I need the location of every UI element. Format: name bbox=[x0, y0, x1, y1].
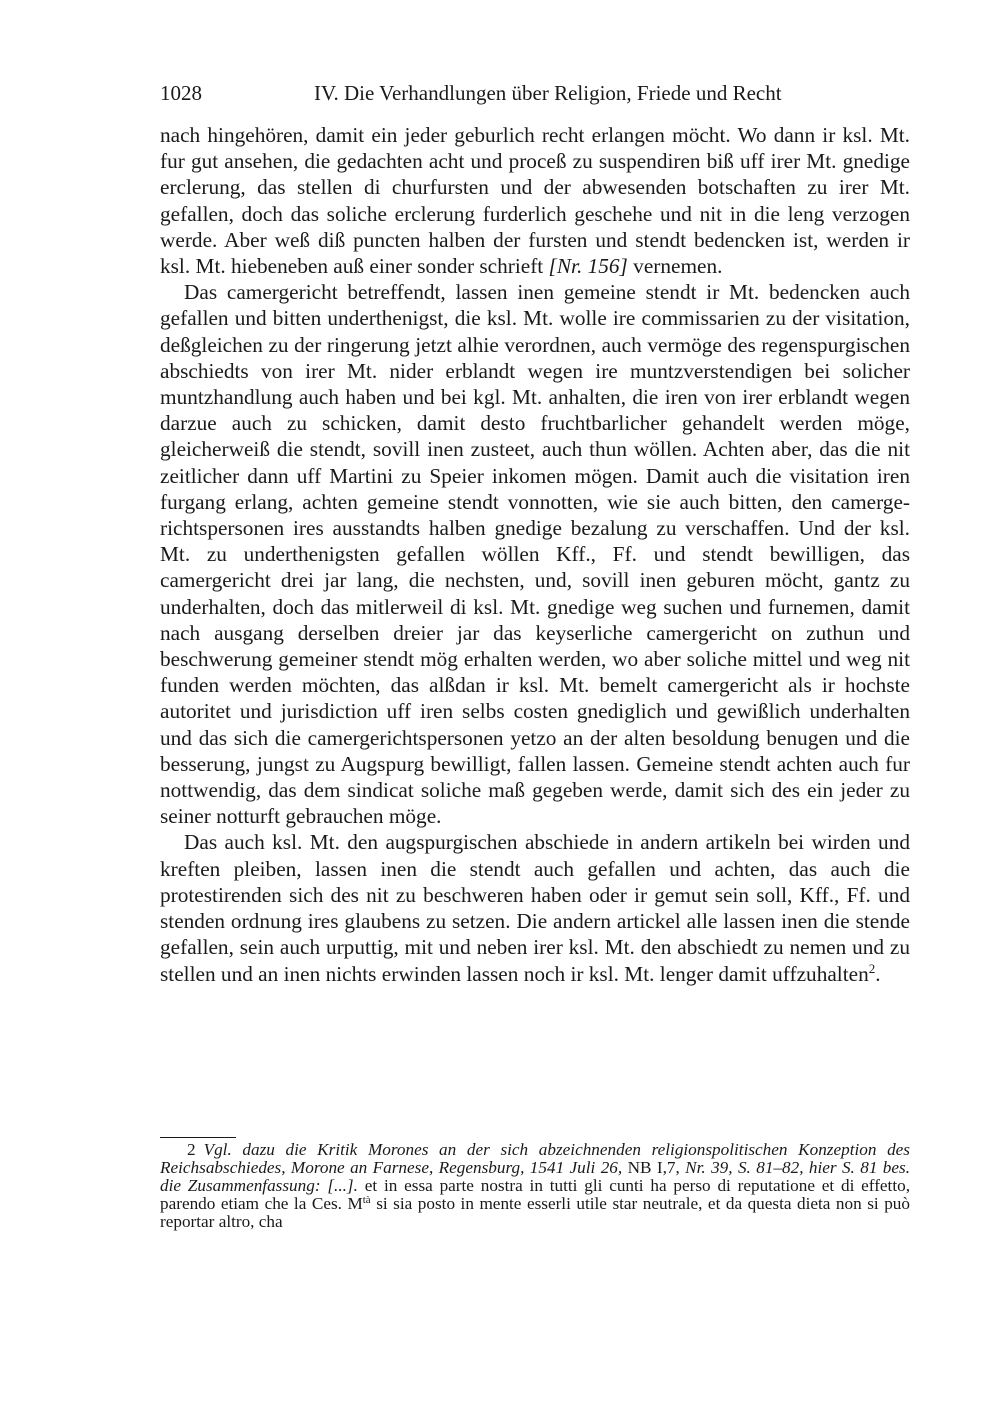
footnote-roman-3: si sia posto in mente esserli utile star neutrale, et da questa dieta non si può reportar altro, cha bbox=[160, 1194, 910, 1231]
running-title: IV. Die Verhandlungen über Religion, Friede und Recht bbox=[314, 81, 782, 105]
page-number: 1028 bbox=[160, 81, 202, 105]
paragraph-3 bbox=[160, 829, 910, 986]
footnote-superscript: tà bbox=[362, 1194, 371, 1206]
footnote bbox=[160, 1141, 910, 1231]
footnote-italic-1: Vgl. dazu die Kritik Morones an der sich abzeichnenden religionspolitischen Konzeption des Reichsabschiedes, Morone an Farnese, Regensburg, 1541 Juli 26, bbox=[160, 1140, 910, 1177]
cross-reference-link[interactable]: [Nr. 156] bbox=[548, 254, 628, 279]
paragraph-3-text: Das auch ksl. Mt. den augspurgischen abschiede in andern artikeln bei wirden und kreften pleiben, lassen inen die stendt auch gefallen und achten, das auch die protestirenden sich des nit zu beschweren haben oder ir gemut sein soll, Kff., Ff. und stenden ordnung ires glaubens zu setzen. Die andern artickel alle lassen inen die stende gefallen, sein auch urputtig, mit und neben irer ksl. Mt. den abschiedt zu nemen und zu stellen und an inen nichts erwinden lassen noch ir ksl. Mt. lenger damit uffzuhalten bbox=[160, 830, 910, 986]
footnote-roman-1: NB I,7, bbox=[622, 1158, 686, 1177]
paragraph-1-end: vernemen. bbox=[627, 254, 723, 279]
footnote-divider bbox=[160, 1137, 236, 1138]
footnote-reference[interactable]: 2 bbox=[868, 960, 876, 976]
paragraph-1 bbox=[160, 122, 910, 279]
paragraph-1-text: nach hingehören, damit ein jeder geburlich recht erlangen möcht. Wo dann ir ksl. Mt. fur gut ansehen, die gedachten acht und proceß zu suspendiren biß uff irer Mt. gnedige erclerung, das stellen di churfursten und der abwesenden botschaften zu irer Mt. gefallen, doch das soliche erclerung furderlich geschehe und nit in die leng verzogen werde. Aber weß diß puncten halben der fursten und stendt bedencken ist, werden ir ksl. Mt. hiebeneben auß einer sonder schrieft bbox=[160, 123, 910, 279]
footnote-number: 2 bbox=[187, 1140, 196, 1159]
footnote-roman-2: et in essa parte nostra in tutti gli cunti ha perso di reputatione et di effetto, parendo etiam che la Ces. M bbox=[160, 1176, 910, 1213]
main-text bbox=[160, 122, 910, 987]
paragraph-2: Das camergericht betreffendt, lassen inen gemeine stendt ir Mt. bedencken auch gefallen und bitten underthenigst, die ksl. Mt. wolle ire commissarien zu der visitation, deßgleichen zu der ringerung jetzt alhie verordnen, auch vermöge des regenspurgischen abschiedts von irer Mt. nider erblandt wegen ire muntzverstendigen bei solicher muntzhandlung auch haben und bei kgl. Mt. anhalten, die iren von irer erblandt wegen darzue auch zu schicken, damit desto fruchtbarlicher gehandelt werden möge, gleicherweiß die stendt, sovill inen zusteet, auch thun wöllen. Achten aber, das die nit zeitlicher dann uff Martini zu Speier inkomen mögen. Damit auch die visitation iren furgang erlang, achten gemeine stendt vonnotten, wie sie auch bitten, den camergerichtspersonen ires ausstandts halben gnedige bezalung zu verschaffen. Und der ksl. Mt. zu underthenigsten gefallen wöllen Kff., Ff. und stendt bewilligen, das camergericht drei jar lang, die nechsten, und, sovill inen geburen möcht, gantz zu underhalten, doch das mitlerweil di ksl. Mt. gnedige weg suchen und furnemen, damit nach ausgang derselben dreier jar das keyserliche camergericht on zuthun und beschwerung gemeiner stendt mög erhalten werden, wo aber soliche mittel und weg nit funden werden möchten, das alßdan ir ksl. Mt. bemelt camergericht als ir hochste autoritet und jurisdiction uff iren selbs costen gnediglich und gewißlich underhalten und das sich die camergerichtspersonen yetzo an der alten besoldung benugen und die besserung, jungst zu Augspurg bewilligt, fallen lassen. Gemeine stendt achten auch fur nottwendig, das dem sindicat soliche maß gegeben werde, damit sich des ein jeder zu seiner notturft gebrauchen möge. bbox=[160, 280, 910, 829]
paragraph-3-end: . bbox=[875, 961, 881, 986]
footnote-italic-2: Nr. 39, S. 81–82, hier S. 81 bes. die Zusammenfassung: [...]. bbox=[160, 1158, 911, 1195]
